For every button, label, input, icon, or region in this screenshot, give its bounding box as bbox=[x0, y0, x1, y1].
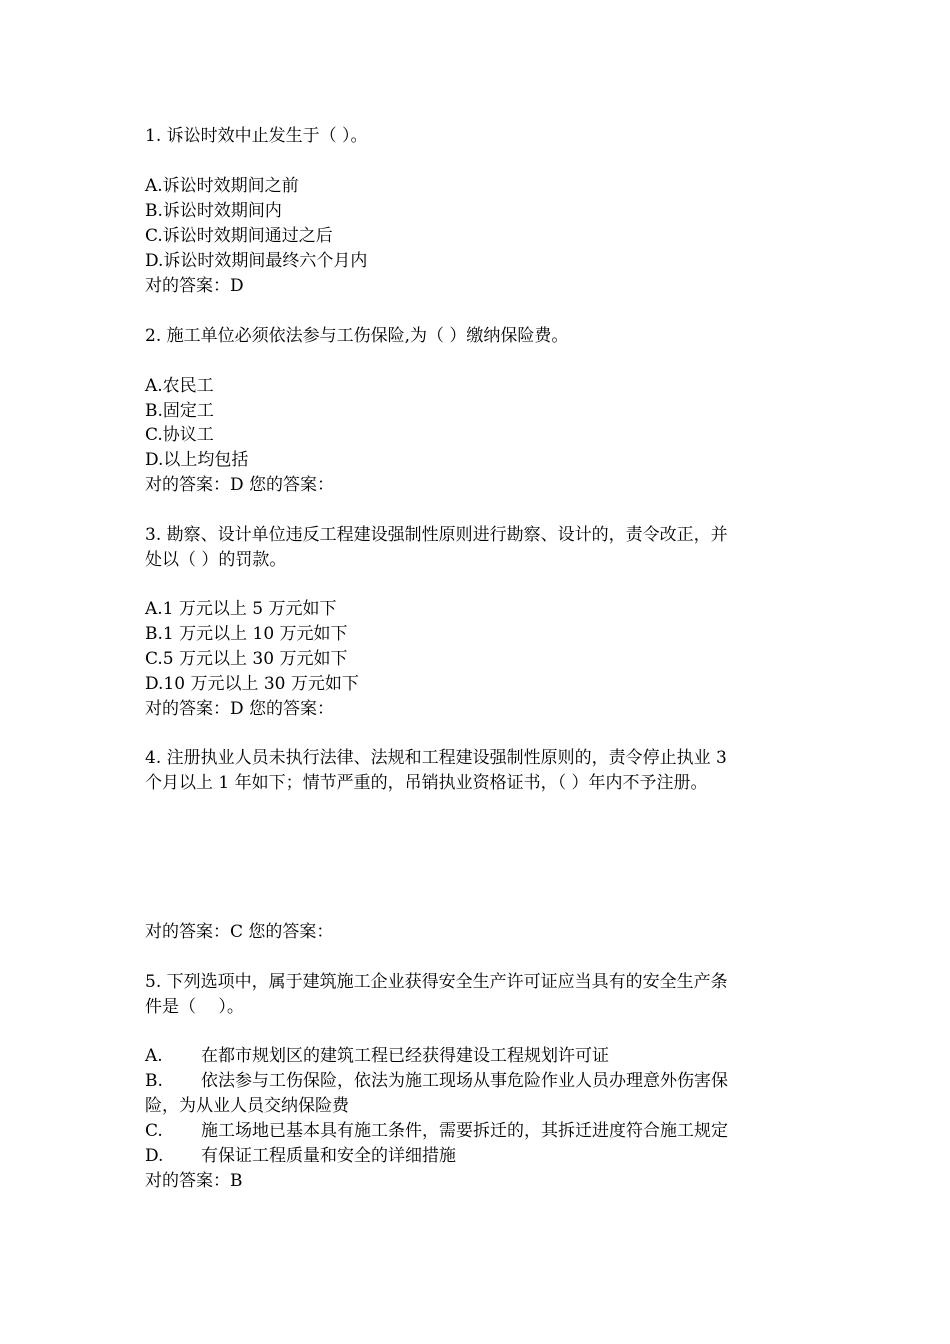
question-1-option-c: C.诉讼时效期间通过之后 bbox=[145, 226, 333, 246]
question-3-answer: 对的答案：D 您的答案： bbox=[145, 699, 335, 719]
option-text: 有保证工程质量和安全的详细措施 bbox=[201, 1146, 456, 1166]
question-4-answer: 对的答案：C 您的答案： bbox=[145, 922, 334, 942]
question-2-option-a: A.农民工 bbox=[145, 376, 214, 396]
question-3-stem-line-2: 处以（ ）的罚款。 bbox=[145, 550, 287, 570]
question-1-option-a: A.诉讼时效期间之前 bbox=[145, 176, 299, 196]
question-2-option-c: C.协议工 bbox=[145, 425, 214, 445]
question-1-option-d: D.诉讼时效期间最终六个月内 bbox=[145, 251, 368, 271]
question-5-stem-line-1: 5. 下列选项中，属于建筑施工企业获得安全生产许可证应当具有的安全生产条 bbox=[145, 972, 728, 992]
option-text: 在都市规划区的建筑工程已经获得建设工程规划许可证 bbox=[201, 1046, 609, 1066]
question-4-stem-line-1: 4. 注册执业人员未执行法律、法规和工程建设强制性原则的，责令停止执业 3 bbox=[145, 748, 727, 768]
question-5-stem-line-2: 件是（ ）。 bbox=[145, 997, 244, 1017]
question-3-option-d: D.10 万元以上 30 万元如下 bbox=[145, 674, 359, 694]
option-text: 依法参与工伤保险，依法为施工现场从事危险作业人员办理意外伤害保 bbox=[201, 1071, 728, 1091]
question-2-answer: 对的答案：D 您的答案： bbox=[145, 475, 335, 495]
option-letter: B. bbox=[145, 1071, 163, 1091]
question-5-option-b bbox=[145, 1069, 728, 1093]
question-3-stem-line-1: 3. 勘察、设计单位违反工程建设强制性原则进行勘察、设计的，责令改正，并 bbox=[145, 525, 728, 545]
question-5-option-c bbox=[145, 1119, 728, 1143]
question-3-option-b: B.1 万元以上 10 万元如下 bbox=[145, 624, 348, 644]
question-5-option-d bbox=[145, 1144, 456, 1168]
option-letter: D. bbox=[145, 1146, 164, 1166]
question-2-option-b: B.固定工 bbox=[145, 401, 214, 421]
option-letter: A. bbox=[145, 1046, 163, 1066]
option-text: 施工场地已基本具有施工条件，需要拆迁的，其拆迁进度符合施工规定 bbox=[201, 1121, 728, 1141]
question-3-option-a: A.1 万元以上 5 万元如下 bbox=[145, 599, 337, 619]
question-5-option-b-continued: 险，为从业人员交纳保险费 bbox=[145, 1096, 349, 1116]
question-2-option-d: D.以上均包括 bbox=[145, 450, 249, 470]
question-1-answer: 对的答案：D bbox=[145, 276, 244, 296]
question-5-answer: 对的答案：B bbox=[145, 1171, 243, 1191]
question-1-option-b: B.诉讼时效期间内 bbox=[145, 201, 282, 221]
question-4-stem-line-2: 个月以上 1 年如下；情节严重的，吊销执业资格证书，（ ）年内不予注册。 bbox=[145, 773, 708, 793]
question-5-option-a bbox=[145, 1044, 609, 1068]
question-1-stem: 1. 诉讼时效中止发生于（ ）。 bbox=[145, 126, 368, 146]
question-2-stem: 2. 施工单位必须依法参与工伤保险,为（ ）缴纳保险费。 bbox=[145, 326, 569, 346]
question-3-option-c: C.5 万元以上 30 万元如下 bbox=[145, 649, 348, 669]
option-letter: C. bbox=[145, 1121, 163, 1141]
